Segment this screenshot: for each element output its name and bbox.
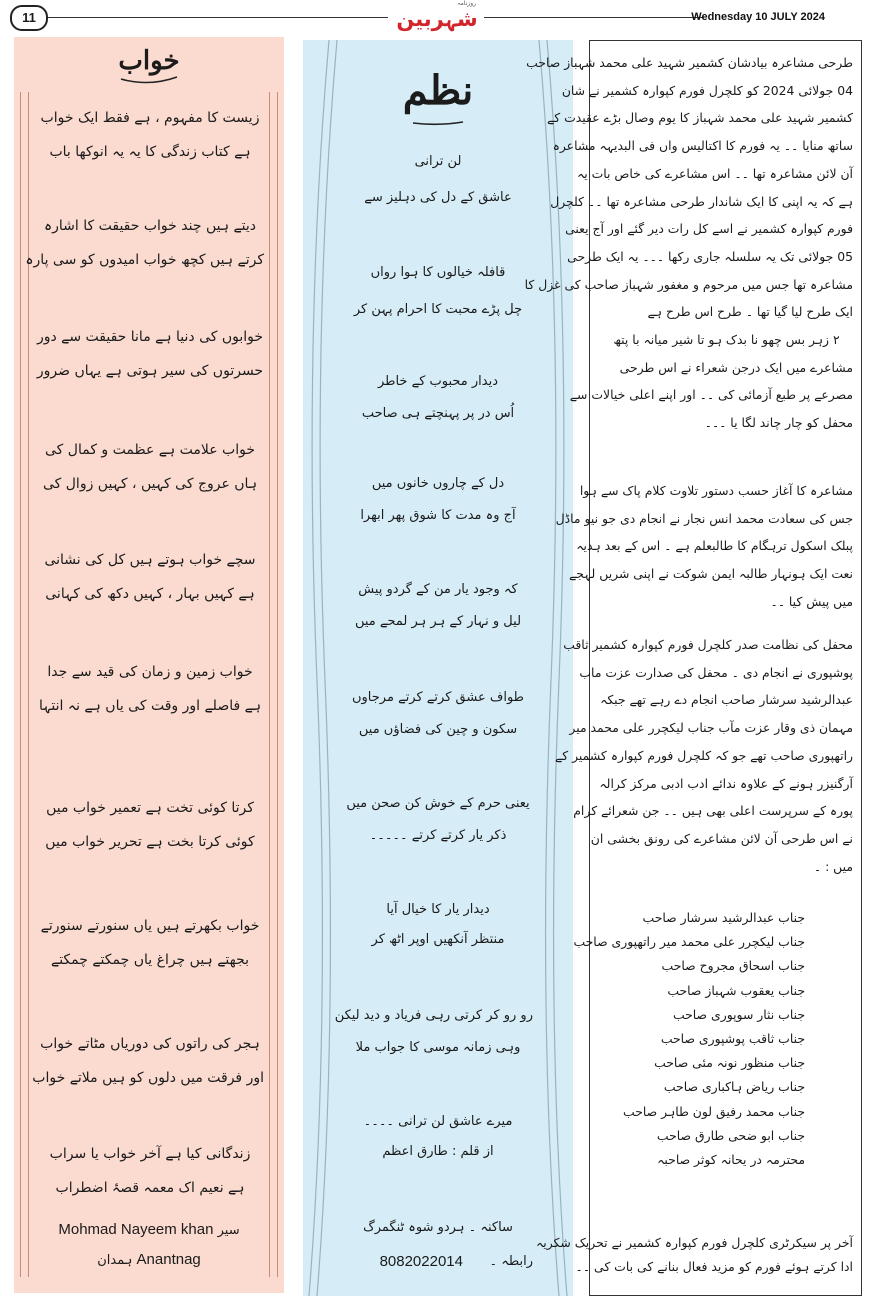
nazm-contact-label: رابطہ ۔ (489, 1254, 533, 1269)
nazm-line: لن ترانی (414, 154, 462, 169)
report-line: عبدالرشید سرشار صاحب انجام دے رہے تھے جبکہ (600, 692, 853, 708)
poem-stanza (36, 791, 264, 859)
poem-line: ہے نعیم اک معمہ قصۂ اضطراب (55, 1180, 245, 1196)
poet-name-latin: Mohmad Nayeem khan (58, 1221, 214, 1238)
participant-name: جناب عبدالرشید سرشار صاحب (642, 910, 805, 925)
nazm-line: دیدار یار کا خیال آیا (386, 902, 490, 917)
report-line: ایک طرح لیا گیا تھا ۔ طرح اس طرح ہے (647, 304, 853, 320)
poem-line: ہاں عروج کی کہیں ، کہیں زوال کی (42, 476, 258, 492)
report-line: طرحی مشاعرہ بیادشان کشمیر شہید علی محمد شہباز صاحب (526, 55, 853, 70)
report-line: نعت ایک ہونہار طالبہ ایمن شوکت نے اپنی شریں لہجے (569, 566, 853, 582)
poet-name-suffix: سیر (217, 1223, 240, 1238)
report-paragraph (555, 477, 853, 616)
poem-stanza (36, 655, 264, 723)
brand-name: شہربین (396, 7, 478, 31)
report-paragraph (524, 49, 853, 437)
nazm-line: یعنی حرم کے خوش کن صحن میں (346, 796, 530, 811)
nazm-author-address: ساکنہ ۔ ہردو شوہ ٹنگمرگ (363, 1220, 513, 1235)
participant-name: جناب لیکچرر علی محمد میر راتھپوری صاحب (573, 934, 805, 950)
report-line: پبلک اسکول ترہگام کا طالبعلم ہے ۔ اس کے بعد ہدیہ (576, 538, 853, 554)
tarah-misra: ۲ زہر بس چھو نا بدک ہو تا شیر میانہ با پتھ (613, 332, 840, 348)
nazm-line: رو رو کر کرتی رہی فریاد و دید لیکن (334, 1008, 533, 1023)
poem-line: ہے کتاب زندگی کا یہ یہ انوکھا باب (49, 144, 251, 160)
report-line: مشاعرہ تھا جس میں مرحوم و مغفور شہباز صاحب کی غزل کا (524, 276, 853, 292)
report-line: مہمان ذی وقار عزت مآب جناب لیکچرر علی محمد میر (569, 720, 853, 736)
report-line: 05 جولائی تک یہ سلسلہ جاری رکھا ۔۔۔ یہ ایک طرحی (567, 248, 853, 264)
poet-place (18, 1249, 280, 1272)
nazm-line: ذکر یار کرتے کرتے ۔۔۔۔۔ (369, 828, 507, 843)
participant-name: جناب یعقوب شہباز صاحب (667, 982, 805, 998)
nazm-line: اُس در پر پہنچتے ہی صاحب (361, 406, 515, 421)
poet-place-latin: Anantnag (136, 1251, 201, 1268)
poem-line: بجھتے ہیں چراغ یاں چمکتے چمکتے (50, 952, 250, 968)
poem-line: خواب زمین و زمان کی قید سے جدا (47, 664, 253, 680)
report-line: مشاعرے میں ایک درجن شعراء نے اس طرحی (619, 359, 853, 375)
report-line: نے اس طرحی آن لائن مشاعرے کی رونق بخشی ان (590, 830, 853, 846)
report-line: راتھپوری صاحب تھے جو کہ کلچرل فورم کپوارہ کشمیر کے (554, 747, 853, 763)
poem-stanza (32, 1027, 264, 1095)
report-line: پوشپوری نے انجام دی ۔ محفل کی صدارت عزت ماب (579, 664, 853, 680)
nazm-line: وہی زمانہ موسی کا جواب ملا (355, 1040, 521, 1055)
poem-line: خواب علامت ہے عظمت و کمال کی (45, 442, 255, 458)
nazm-contact-phone: 8082022014 (379, 1253, 463, 1270)
report-line: میں : ۔ (813, 858, 853, 874)
participant-name: جناب ابو ضحی طارق صاحب (656, 1127, 805, 1143)
nazm-line: سکون و چین کی فضاؤں میں (358, 722, 518, 737)
newspaper-logo (392, 0, 482, 32)
poem-stanza (36, 543, 264, 611)
poem-stanza (36, 101, 264, 169)
report-line: ساتھ منایا ۔۔ یہ فورم کا اکتالیس واں فی البدیہہ مشاعرہ (552, 138, 853, 154)
participant-name: جناب اسحاق مجروح صاحب (661, 958, 805, 974)
report-line: ہے کہ یہ اپنی کا ایک شاندار طرحی مشاعرہ تھا ۔۔ کلچرل (550, 193, 853, 209)
decorative-curve-left (303, 40, 343, 1296)
title-swash-icon (119, 73, 179, 85)
report-line: محفل کی نظامت صدر کلچرل فورم کپوارہ کشمیر ثاقب (563, 637, 853, 652)
poem-stanza (36, 1137, 264, 1205)
nazm-line: قافلہ خیالوں کا ہوا رواں (370, 265, 506, 280)
header-rule-right (484, 17, 704, 18)
poem-khwab-column (14, 37, 284, 1293)
mushaira-report-column (524, 40, 862, 1296)
poem-line: خوابوں کی دنیا ہے مانا حقیقت سے دور (36, 329, 264, 345)
poem-line: کوئی کرتا بخت ہے تحریر خواب میں (45, 834, 255, 850)
nazm-line: چل پڑے محبت کا احرام پہن کر (353, 302, 523, 317)
report-line: پورہ کے سرپرست اعلی بھی ہیں ۔۔ جن شعرائے کرام (573, 803, 853, 819)
nazm-line: لیل و نہار کے ہر ہر لمحے میں (354, 614, 522, 629)
report-line: محفل کو چار چاند لگا یا ۔۔۔ (704, 415, 853, 431)
poem-line: کرتے ہیں کچھ خواب امیدوں کو سی پارہ (25, 252, 264, 268)
title-underline-icon (411, 120, 465, 126)
brand-tagline: روزنامہ (457, 0, 476, 7)
nazm-line: طواف عشق کرتے کرتے مرجاوں (351, 690, 525, 705)
poem-line: دیتے ہیں چند خواب حقیقت کا اشارہ (43, 218, 257, 234)
participant-name: جناب محمد رفیق لون طاہر صاحب (623, 1103, 805, 1119)
poem-line: خواب بکھرتے ہیں یاں سنورتے سنورتے (40, 918, 260, 934)
participants-list (573, 906, 853, 1172)
page-header (0, 0, 875, 34)
poem-line: ہے فاصلے اور وقت کی یاں ہے نہ انتہا (38, 698, 262, 714)
poem-line: ہے کہیں بہار ، کہیں دکھ کی کہانی (45, 586, 255, 602)
participant-name: جناب ثاقب پوشپوری صاحب (660, 1031, 805, 1047)
poem-line: اور فرقت میں دلوں کو ہیں ملاتے خواب (32, 1070, 264, 1086)
report-line: ادا کرتے ہوئے فورم کو مزید فعال بنانے کی بات کی ۔۔ (575, 1259, 853, 1274)
report-paragraph (554, 631, 853, 880)
decorative-rail-right (269, 92, 278, 1277)
nazm-line: میرے عاشق لن ترانی ۔۔۔۔ (363, 1114, 513, 1129)
header-rule-left (48, 17, 388, 18)
report-line: 04 جولائی 2024 کو کلچرل فورم کپوارہ کشمیر نے شان (561, 82, 853, 98)
poem-khwab-title: خواب (118, 46, 180, 76)
poet-place-urdu: ہمدان (97, 1253, 133, 1268)
report-line: فورم کپوارہ کشمیر نے اسے کل رات دیر گئے اور آج یعنی (565, 221, 853, 237)
nazm-line: آج وہ مدت کا شوق پھر ابھرا (360, 508, 516, 523)
report-line: کشمیر شہید علی محمد شہباز کا یوم وصال بڑے عقیدت کے (547, 110, 853, 126)
participant-name: جناب منظور نونہ مئی صاحب (654, 1055, 805, 1071)
poem-line: حسرتوں کی سیر ہوتی ہے یہاں ضرور (36, 363, 264, 379)
report-line: آخر پر سیکرٹری کلچرل فورم کپوارہ کشمیر نے تحریک شکریہ (536, 1235, 853, 1250)
report-line: مشاعرہ کا آغاز حسب دستور تلاوت کلام پاک سے ہوا (579, 483, 853, 498)
nazm-column (303, 40, 573, 1296)
participant-name: جناب نثار سوپوری صاحب (672, 1006, 805, 1022)
report-line: آرگنیزر ہونے کے علاوہ ندائے ادب ادبی مرکز کرالہ (599, 775, 853, 791)
issue-date: Wednesday 10 JULY 2024 (691, 11, 825, 23)
poem-line: ہجر کی راتوں کی دوریاں مٹاتے خواب (40, 1036, 260, 1052)
poem-stanza (36, 320, 264, 388)
report-line: میں پیش کیا ۔۔ (770, 593, 853, 609)
nazm-line: عاشق کے دل کی دہلیز سے (364, 190, 512, 205)
poem-stanza (36, 909, 264, 977)
poem-stanza (25, 209, 264, 277)
nazm-line: کہ وجود یار من کے گردو پیش (358, 582, 518, 597)
poem-stanza (36, 433, 264, 501)
nazm-title: نظم (402, 67, 474, 114)
nazm-line: دل کے چاروں خانوں میں (371, 476, 505, 491)
poem-line: زندگانی کیا ہے آخر خواب یا سراب (49, 1146, 251, 1162)
nazm-line: دیدار محبوب کے خاطر (377, 374, 499, 389)
participant-name: جناب ریاض ہاکباری صاحب (663, 1079, 805, 1095)
report-closing (536, 1231, 853, 1279)
nazm-author: از قلم : طارق اعظم (382, 1144, 494, 1159)
poem-khwab-title-wrap (14, 43, 284, 83)
participant-name: محترمہ در یحانہ کوثر صاحبہ (657, 1152, 805, 1168)
poem-line: زیست کا مفہوم ، ہے فقط ایک خواب (40, 110, 260, 126)
poem-line: کرتا کوئی تخت ہے تعمیر خواب میں (46, 800, 254, 816)
report-line: جس کی سعادت محمد انس نجار نے انجام دی جو نیو ماڈل (555, 510, 853, 526)
nazm-line: منتظر آنکھیں اوپر اٹھ کر (371, 932, 505, 947)
report-line: مصرعے پر طبع آزمائی کی ۔۔ اور اپنے اعلی خیالات سے (569, 387, 853, 403)
page-number: 11 (10, 5, 48, 31)
report-line: آن لائن مشاعرہ تھا ۔۔ اس مشاعرے کی خاص بات یہ (576, 165, 853, 181)
poet-name (18, 1219, 280, 1242)
poem-line: سچے خواب ہوتے ہیں کل کی نشانی (44, 552, 256, 568)
